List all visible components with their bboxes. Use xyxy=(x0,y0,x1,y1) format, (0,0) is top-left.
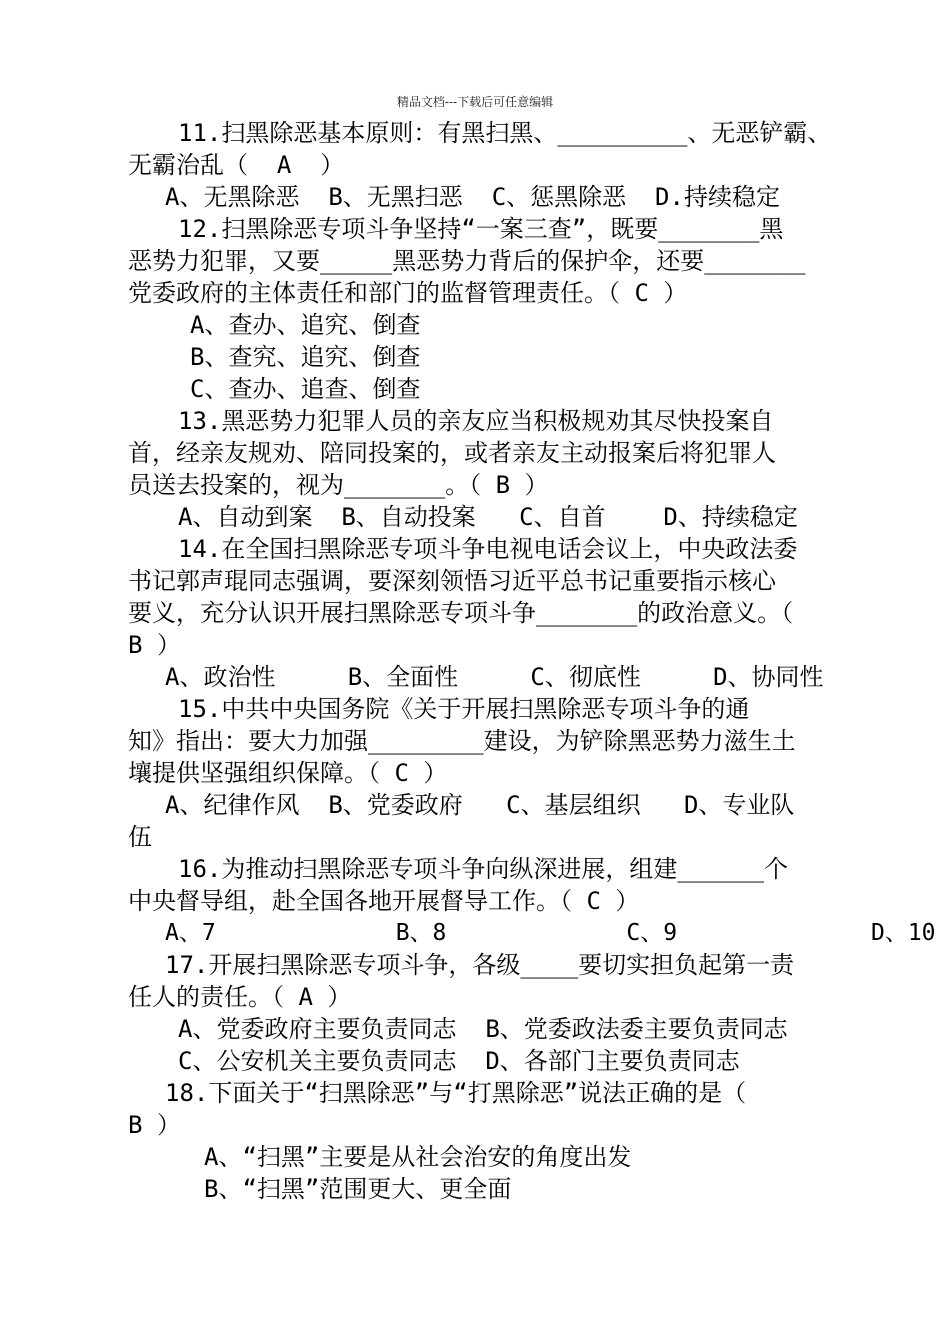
q18-line-1: 18.下面关于“扫黑除恶”与“打黑除恶”说法正确的是（ xyxy=(165,1079,747,1107)
q12-line-3: 党委政府的主体责任和部门的监督管理责任。（ C ） xyxy=(128,279,688,307)
q15-options-wrap: 伍 xyxy=(128,823,152,851)
q17-line-1: 17.开展扫黑除恶专项斗争，各级____要切实担负起第一责 xyxy=(165,951,795,979)
q17-options-ab: A、党委政府主要负责同志 B、党委政法委主要负责同志 xyxy=(178,1015,788,1043)
q17-line-2: 任人的责任。（ A ） xyxy=(128,983,352,1011)
q13-line-3: 员送去投案的，视为_______。（ B ） xyxy=(128,471,549,499)
q15-line-1: 15.中共中央国务院《关于开展扫黑除恶专项斗争的通 xyxy=(178,695,750,723)
q11-line-1: 11.扫黑除恶基本原则：有黑扫黑、_________、无恶铲霸、 xyxy=(178,119,832,147)
q15-options: A、纪律作风 B、党委政府 C、基层组织 D、专业队 xyxy=(165,791,795,819)
q14-line-3: 要义，充分认识开展扫黑除恶专项斗争_______的政治意义。（ xyxy=(128,599,794,627)
q18-line-2: B ） xyxy=(128,1111,181,1139)
q12-line-2: 恶势力犯罪，又要_____黑恶势力背后的保护伞，还要_______ xyxy=(128,247,806,275)
q17-options-cd: C、公安机关主要负责同志 D、各部门主要负责同志 xyxy=(178,1047,740,1075)
q16-line-1: 16.为推动扫黑除恶专项斗争向纵深进展，组建______个 xyxy=(178,855,789,883)
page-header: 精品文档---下载后可任意编辑 xyxy=(396,95,554,109)
q18-option-a: A、“扫黑”主要是从社会治安的角度出发 xyxy=(204,1143,632,1171)
q13-line-1: 13.黑恶势力犯罪人员的亲友应当积极规劝其尽快投案自 xyxy=(178,407,774,435)
q16-line-2: 中央督导组，赴全国各地开展督导工作。（ C ） xyxy=(128,887,640,915)
q13-line-2: 首，经亲友规劝、陪同投案的，或者亲友主动报案后将犯罪人 xyxy=(128,439,776,467)
q13-options: A、自动到案 B、自动投案 C、自首 D、持续稳定 xyxy=(178,503,798,531)
q14-line-4: B ） xyxy=(128,631,181,659)
q16-options: A、7 B、8 C、9 D、10 xyxy=(165,920,936,946)
q14-line-2: 书记郭声琨同志强调，要深刻领悟习近平总书记重要指示核心 xyxy=(128,567,776,595)
q11-options: A、无黑除恶 B、无黑扫恶 C、惩黑除恶 D.持续稳定 xyxy=(165,183,780,211)
q11-line-2: 无霸治乱（ A ） xyxy=(128,151,345,179)
q12-option-c: C、查办、追查、倒查 xyxy=(190,375,421,403)
q18-option-b: B、“扫黑”范围更大、更全面 xyxy=(204,1175,512,1203)
q15-line-2: 知》指出：要大力加强________建设，为铲除黑恶势力滋生土 xyxy=(128,727,796,755)
q14-options: A、政治性 B、全面性 C、彻底性 D、协同性 xyxy=(165,663,824,691)
q14-line-1: 14.在全国扫黑除恶专项斗争电视电话会议上，中央政法委 xyxy=(178,535,798,563)
q12-option-a: A、查办、追究、倒查 xyxy=(190,311,421,339)
q12-line-1: 12.扫黑除恶专项斗争坚持“一案三查”，既要_______黑 xyxy=(178,215,784,243)
q12-option-b: B、查究、追究、倒查 xyxy=(190,343,421,371)
q15-line-3: 壤提供坚强组织保障。（ C ） xyxy=(128,759,448,787)
